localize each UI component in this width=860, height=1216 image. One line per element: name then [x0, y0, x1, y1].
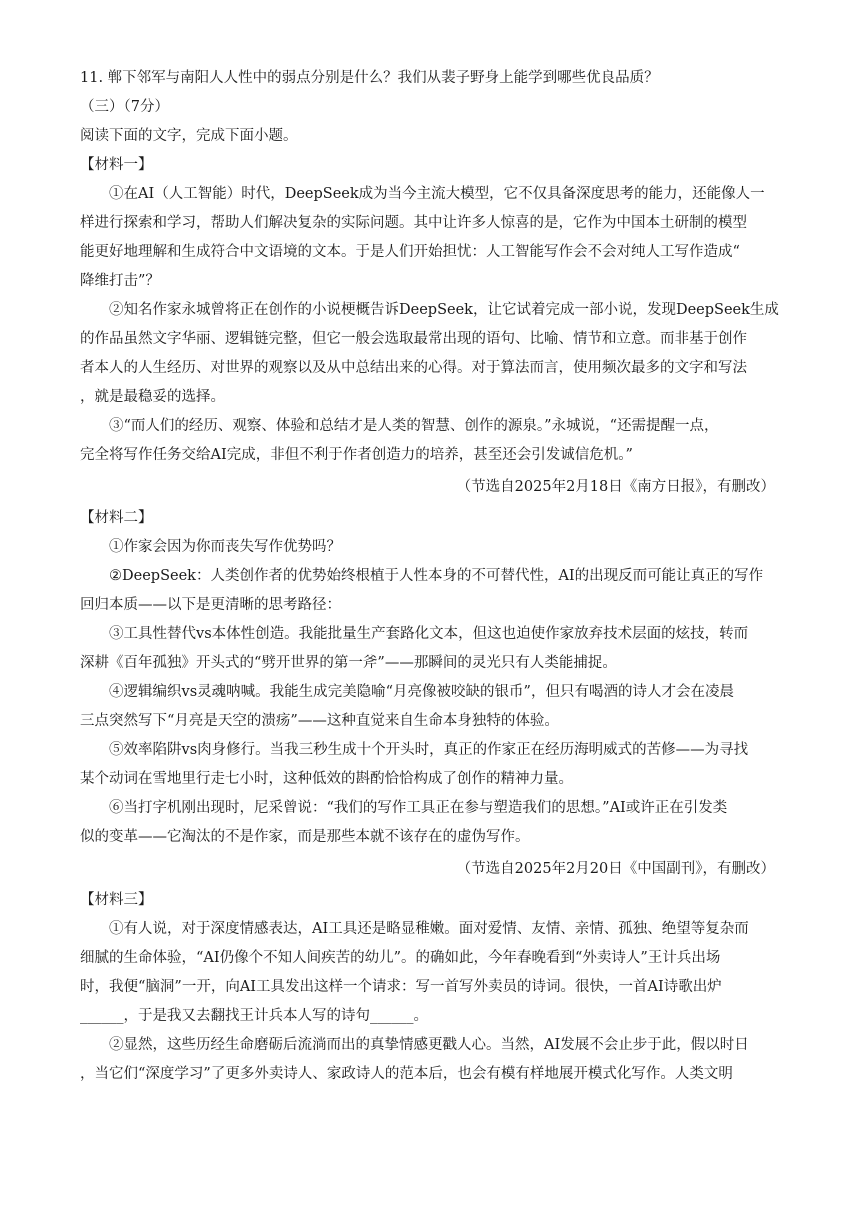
paragraph-line: 时，我便“脑洞”一开，向AI工具发出这样一个请求：写一首写外卖员的诗词。很快，一首AI诗歌出炉 [80, 979, 722, 995]
paragraph-line: 能更好地理解和生成符合中文语境的文本。于是人们开始担忧：人工智能写作会不会对纯人工写作造成“ [80, 244, 740, 260]
paragraph-line: ，就是最稳妥的选择。 [80, 389, 225, 405]
paragraph-line: ，当它们“深度学习”了更多外卖诗人、家政诗人的范本后，也会有模有样地展开模式化写作。人类文明 [80, 1066, 733, 1082]
paragraph-line: ③工具性替代vs本体性创造。我能批量生产套路化文本，但这也迫使作家放弃技术层面的炫技，转而 [109, 626, 749, 642]
paragraph-line: 的作品虽然文字华丽、逻辑链完整，但它一般会选取最常出现的语句、比喻、情节和立意。而非基于创作 [80, 331, 747, 347]
paragraph-line: ⑤效率陷阱vs肉身修行。当我三秒生成十个开头时，真正的作家正在经历海明威式的苦修——为寻找 [109, 742, 749, 758]
question-11: 11. 郸下邻军与南阳人人性中的弱点分别是什么？我们从裴子野身上能学到哪些优良品质？ [80, 70, 659, 86]
paragraph-line: 样进行探索和学习，帮助人们解决复杂的实际问题。其中让许多人惊喜的是，它作为中国本土研制的模型 [80, 215, 747, 231]
paragraph-line: 三点突然写下“月亮是天空的溃疡”——这种直觉来自生命本身独特的体验。 [80, 713, 559, 729]
material2-source: （节选自2025年2月20日《中国副刊》，有删改） [456, 861, 775, 877]
paragraph-line: 细腻的生命体验，“AI仍像个不知人间疾苦的幼儿”。的确如此，今年春晚看到“外卖诗人”王计兵出场 [80, 950, 721, 966]
paragraph-line: ⑥当打字机刚出现时，尼采曾说：“我们的写作工具正在参与塑造我们的思想。”AI或许正在引发类 [109, 800, 728, 816]
paragraph-line: ______，于是我又去翻找王计兵本人写的诗句______。 [80, 1008, 428, 1024]
section-heading: （三）（7分） [80, 99, 169, 115]
instruction: 阅读下面的文字，完成下面小题。 [80, 128, 298, 144]
paragraph-line: ②显然，这些历经生命磨砺后流淌而出的真挚情感更戳人心。当然，AI发展不会止步于此，假以时日 [109, 1037, 749, 1053]
paragraph-line: ①作家会因为你而丧失写作优势吗？ [109, 539, 341, 555]
paragraph-line: ②知名作家永城曾将正在创作的小说梗概告诉DeepSeek，让它试着完成一部小说，发现DeepSeek生成 [109, 302, 779, 318]
paragraph-line: 深耕《百年孤独》开头式的“劈开世界的第一斧”——那瞬间的灵光只有人类能捕捉。 [80, 655, 617, 671]
material3-heading: 【材料三】 [80, 892, 153, 908]
paragraph-line: 者本人的人生经历、对世界的观察以及从中总结出来的心得。对于算法而言，使用频次最多的文字和写法 [80, 360, 747, 376]
paragraph-line: ①有人说，对于深度情感表达，AI工具还是略显稚嫩。面对爱情、友情、亲情、孤独、绝望等复杂而 [109, 921, 749, 937]
paragraph-line: ②DeepSeek：人类创作者的优势始终根植于人性本身的不可替代性，AI的出现反而可能让真正的写作 [109, 568, 764, 584]
material2-heading: 【材料二】 [80, 510, 153, 526]
paragraph-line: ①在AI（人工智能）时代，DeepSeek成为当今主流大模型，它不仅具备深度思考的能力，还能像人一 [109, 186, 765, 202]
paragraph-line: 某个动词在雪地里行走七小时，这种低效的斟酌恰恰构成了创作的精神力量。 [80, 771, 573, 787]
paragraph-line: 降维打击”？ [80, 273, 160, 289]
paragraph-line: 似的变革——它淘汰的不是作家，而是那些本就不该存在的虚伪写作。 [80, 829, 530, 845]
paragraph-line: ④逻辑编织vs灵魂呐喊。我能生成完美隐喻“月亮像被咬缺的银币”，但只有喝酒的诗人才会在凌晨 [109, 684, 734, 700]
paragraph-line: ③“而人们的经历、观察、体验和总结才是人类的智慧、创作的源泉。”永城说，“还需提醒一点， [109, 418, 719, 434]
paragraph-line: 回归本质——以下是更清晰的思考路径： [80, 597, 341, 613]
material1-source: （节选自2025年2月18日《南方日报》，有删改） [456, 479, 775, 495]
material1-heading: 【材料一】 [80, 157, 153, 173]
paragraph-line: 完全将写作任务交给AI完成，非但不利于作者创造力的培养，甚至还会引发诚信危机。” [80, 447, 633, 463]
